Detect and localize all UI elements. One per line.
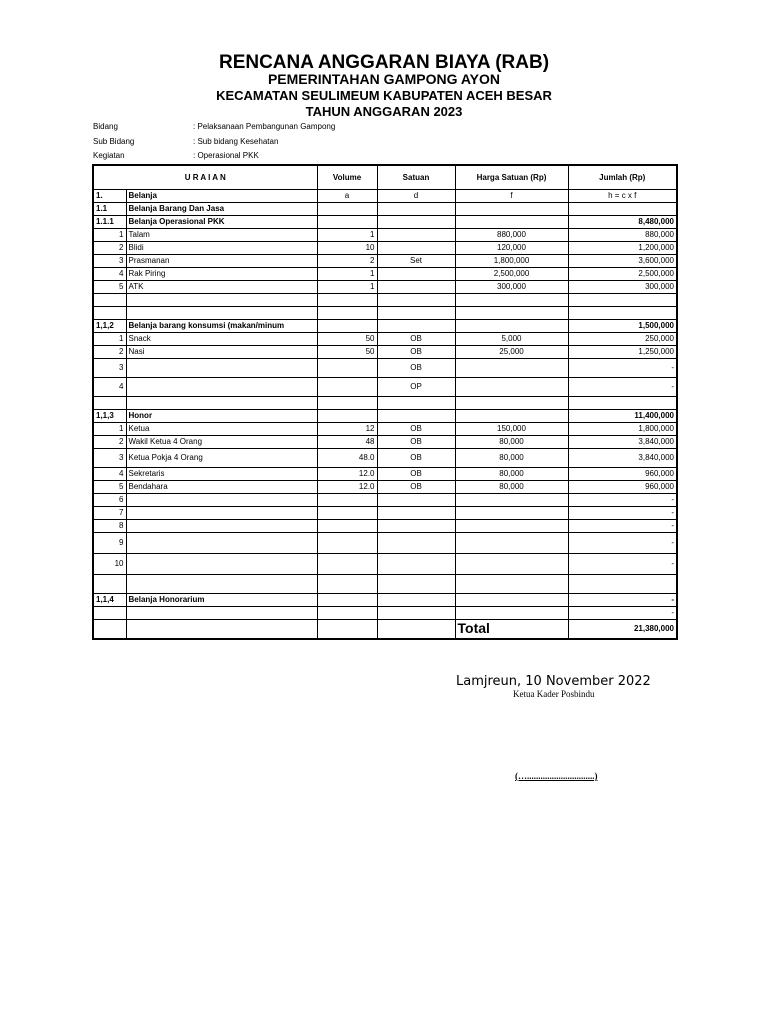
cell-harga-satuan — [455, 553, 568, 574]
table-row — [93, 519, 677, 532]
cell-satuan: OB — [377, 345, 455, 358]
cell-satuan — [377, 493, 455, 506]
table-row — [93, 377, 677, 396]
cell-volume — [317, 553, 377, 574]
total-sat-cell — [377, 619, 455, 639]
signature-name: (…..............................) — [515, 771, 598, 781]
table-row — [93, 574, 677, 593]
header-satuan: Satuan — [377, 165, 455, 189]
cell-description: Belanja Operasional PKK — [126, 215, 317, 228]
cell-volume — [317, 319, 377, 332]
meta-label: Sub Bidang — [93, 137, 135, 146]
meta-label: Kegiatan — [93, 151, 125, 160]
cell-volume: 2 — [317, 254, 377, 267]
cell-no: 1.1.1 — [93, 215, 126, 228]
cell-volume: 1 — [317, 267, 377, 280]
cell-volume — [317, 519, 377, 532]
table-row — [93, 553, 677, 574]
cell-jumlah: 3,840,000 — [568, 448, 677, 467]
cell-satuan — [377, 532, 455, 553]
cell-volume: 50 — [317, 332, 377, 345]
cell-satuan — [377, 202, 455, 215]
cell-jumlah: - — [568, 493, 677, 506]
cell-harga-satuan: 5,000 — [455, 332, 568, 345]
cell-jumlah: 880,000 — [568, 228, 677, 241]
cell-no: 1.1 — [93, 202, 126, 215]
fiscal-year: TAHUN ANGGARAN 2023 — [305, 104, 463, 119]
cell-volume — [317, 493, 377, 506]
cell-no: 7 — [93, 506, 126, 519]
cell-harga-satuan: 880,000 — [455, 228, 568, 241]
cell-no: 5 — [93, 480, 126, 493]
cell-harga-satuan: 25,000 — [455, 345, 568, 358]
cell-volume — [317, 215, 377, 228]
cell-satuan: Set — [377, 254, 455, 267]
meta-label: Bidang — [93, 122, 118, 131]
total-no-cell — [93, 619, 126, 639]
header-harga-satuan: Harga Satuan (Rp) — [455, 165, 568, 189]
table-row — [93, 593, 677, 606]
meta-value: : Sub bidang Kesehatan — [193, 137, 279, 146]
cell-no: 4 — [93, 467, 126, 480]
cell-description: Bendahara — [126, 480, 317, 493]
cell-no: 1 — [93, 228, 126, 241]
cell-volume — [317, 593, 377, 606]
table-row — [93, 280, 677, 293]
cell-volume — [317, 396, 377, 409]
cell-description: Belanja Barang Dan Jasa — [126, 202, 317, 215]
cell-description: Blidi — [126, 241, 317, 254]
cell-jumlah — [568, 293, 677, 306]
cell-description — [126, 532, 317, 553]
table-row — [93, 422, 677, 435]
cell-description — [126, 493, 317, 506]
cell-no: 4 — [93, 377, 126, 396]
cell-jumlah: 1,800,000 — [568, 422, 677, 435]
table-row — [93, 435, 677, 448]
cell-no: 3 — [93, 448, 126, 467]
cell-volume — [317, 409, 377, 422]
cell-no — [93, 606, 126, 619]
cell-jumlah — [568, 574, 677, 593]
cell-description: Ketua — [126, 422, 317, 435]
cell-harga-satuan: 80,000 — [455, 467, 568, 480]
cell-jumlah: 11,400,000 — [568, 409, 677, 422]
cell-satuan — [377, 241, 455, 254]
cell-description — [126, 519, 317, 532]
cell-harga-satuan — [455, 396, 568, 409]
total-value: 21,380,000 — [568, 619, 677, 639]
table-row — [93, 606, 677, 619]
cell-no: 1,1,2 — [93, 319, 126, 332]
cell-description — [126, 306, 317, 319]
cell-satuan — [377, 228, 455, 241]
cell-volume — [317, 293, 377, 306]
cell-jumlah: 1,200,000 — [568, 241, 677, 254]
cell-harga-satuan — [455, 493, 568, 506]
cell-volume: 48.0 — [317, 448, 377, 467]
meta-value: : Pelaksanaan Pembangunan Gampong — [193, 122, 336, 131]
cell-satuan — [377, 409, 455, 422]
cell-satuan: OB — [377, 480, 455, 493]
cell-harga-satuan: 1,800,000 — [455, 254, 568, 267]
cell-harga-satuan — [455, 409, 568, 422]
cell-satuan — [377, 306, 455, 319]
cell-no: 2 — [93, 435, 126, 448]
cell-no: 10 — [93, 553, 126, 574]
district-name: KECAMATAN SEULIMEUM KABUPATEN ACEH BESAR — [216, 88, 552, 103]
table-row — [93, 241, 677, 254]
cell-description — [126, 553, 317, 574]
cell-description: Honor — [126, 409, 317, 422]
cell-no: 1,1,3 — [93, 409, 126, 422]
cell-satuan — [377, 506, 455, 519]
cell-jumlah: 300,000 — [568, 280, 677, 293]
table-row — [93, 448, 677, 467]
cell-no: 8 — [93, 519, 126, 532]
cell-harga-satuan — [455, 215, 568, 228]
cell-no — [93, 574, 126, 593]
cell-harga-satuan: 80,000 — [455, 435, 568, 448]
cell-description: Belanja barang konsumsi (makan/minum — [126, 319, 317, 332]
table-row — [93, 409, 677, 422]
cell-harga-satuan — [455, 319, 568, 332]
cell-no: 9 — [93, 532, 126, 553]
cell-harga-satuan: 80,000 — [455, 480, 568, 493]
table-row — [93, 480, 677, 493]
cell-jumlah: 960,000 — [568, 467, 677, 480]
meta-value: : Operasional PKK — [193, 151, 259, 160]
cell-volume: 12.0 — [317, 480, 377, 493]
cell-description: Nasi — [126, 345, 317, 358]
cell-satuan — [377, 593, 455, 606]
cell-jumlah: 250,000 — [568, 332, 677, 345]
cell-jumlah — [568, 202, 677, 215]
cell-no: 2 — [93, 345, 126, 358]
cell-jumlah — [568, 306, 677, 319]
cell-no: 3 — [93, 358, 126, 377]
cell-satuan — [377, 319, 455, 332]
cell-no: 3 — [93, 254, 126, 267]
cell-harga-satuan: 150,000 — [455, 422, 568, 435]
total-label: Total — [455, 619, 568, 639]
cell-description: Wakil Ketua 4 Orang — [126, 435, 317, 448]
cell-no — [93, 396, 126, 409]
cell-volume: 50 — [317, 345, 377, 358]
cell-satuan — [377, 396, 455, 409]
cell-harga-satuan — [455, 377, 568, 396]
cell-satuan: OB — [377, 332, 455, 345]
cell-satuan: OB — [377, 422, 455, 435]
cell-jumlah: 3,600,000 — [568, 254, 677, 267]
cell-no — [93, 306, 126, 319]
cell-no: 1. — [93, 189, 126, 202]
cell-jumlah: h = c x f — [568, 189, 677, 202]
table-row — [93, 358, 677, 377]
cell-satuan — [377, 519, 455, 532]
header-uraian: U R A I A N — [93, 165, 317, 189]
cell-volume: 10 — [317, 241, 377, 254]
cell-volume: a — [317, 189, 377, 202]
table-row — [93, 306, 677, 319]
signature-role: Ketua Kader Posbindu — [513, 689, 595, 699]
cell-harga-satuan: 2,500,000 — [455, 267, 568, 280]
cell-satuan: OB — [377, 358, 455, 377]
cell-harga-satuan — [455, 606, 568, 619]
cell-jumlah: - — [568, 506, 677, 519]
cell-volume — [317, 506, 377, 519]
cell-description — [126, 293, 317, 306]
cell-harga-satuan — [455, 506, 568, 519]
cell-description — [126, 396, 317, 409]
cell-harga-satuan — [455, 306, 568, 319]
document-title: RENCANA ANGGARAN BIAYA (RAB) — [218, 52, 550, 73]
cell-harga-satuan: 300,000 — [455, 280, 568, 293]
cell-jumlah: - — [568, 358, 677, 377]
cell-volume: 1 — [317, 280, 377, 293]
cell-no: 6 — [93, 493, 126, 506]
total-row — [93, 619, 677, 639]
table-row — [93, 215, 677, 228]
cell-harga-satuan — [455, 532, 568, 553]
cell-harga-satuan — [455, 358, 568, 377]
header-jumlah: Jumlah (Rp) — [568, 165, 677, 189]
total-desc-cell — [126, 619, 317, 639]
cell-satuan — [377, 293, 455, 306]
cell-description — [126, 574, 317, 593]
cell-satuan: d — [377, 189, 455, 202]
cell-jumlah: - — [568, 606, 677, 619]
table-row — [93, 189, 677, 202]
cell-description: Talam — [126, 228, 317, 241]
cell-satuan — [377, 606, 455, 619]
cell-no: 1 — [93, 332, 126, 345]
budget-table — [92, 164, 678, 640]
table-header-row — [93, 165, 677, 189]
cell-harga-satuan: 80,000 — [455, 448, 568, 467]
cell-satuan — [377, 280, 455, 293]
cell-jumlah: - — [568, 593, 677, 606]
cell-satuan — [377, 267, 455, 280]
cell-volume: 12 — [317, 422, 377, 435]
cell-satuan: OP — [377, 377, 455, 396]
cell-volume — [317, 606, 377, 619]
cell-harga-satuan — [455, 593, 568, 606]
cell-description: Rak Piring — [126, 267, 317, 280]
cell-description: Sekretaris — [126, 467, 317, 480]
cell-satuan: OB — [377, 448, 455, 467]
cell-jumlah — [568, 396, 677, 409]
cell-jumlah: 2,500,000 — [568, 267, 677, 280]
cell-jumlah: 8,480,000 — [568, 215, 677, 228]
cell-jumlah: 1,250,000 — [568, 345, 677, 358]
cell-description: Prasmanan — [126, 254, 317, 267]
cell-volume — [317, 377, 377, 396]
cell-satuan: OB — [377, 467, 455, 480]
cell-volume — [317, 358, 377, 377]
table-row — [93, 202, 677, 215]
cell-description — [126, 506, 317, 519]
table-row — [93, 467, 677, 480]
cell-description — [126, 606, 317, 619]
cell-volume — [317, 306, 377, 319]
cell-no: 1,1,4 — [93, 593, 126, 606]
cell-description — [126, 358, 317, 377]
table-row — [93, 506, 677, 519]
table-row — [93, 267, 677, 280]
cell-description — [126, 377, 317, 396]
cell-jumlah: - — [568, 532, 677, 553]
cell-volume: 48 — [317, 435, 377, 448]
table-row — [93, 293, 677, 306]
cell-description: Snack — [126, 332, 317, 345]
cell-satuan — [377, 574, 455, 593]
cell-description: Ketua Pokja 4 Orang — [126, 448, 317, 467]
cell-jumlah: - — [568, 377, 677, 396]
cell-jumlah: - — [568, 519, 677, 532]
cell-harga-satuan — [455, 574, 568, 593]
cell-volume — [317, 532, 377, 553]
cell-volume: 1 — [317, 228, 377, 241]
cell-description: ATK — [126, 280, 317, 293]
table-row — [93, 332, 677, 345]
cell-jumlah: 1,500,000 — [568, 319, 677, 332]
table-row — [93, 493, 677, 506]
cell-jumlah: 960,000 — [568, 480, 677, 493]
table-row — [93, 345, 677, 358]
cell-volume — [317, 574, 377, 593]
cell-harga-satuan: f — [455, 189, 568, 202]
cell-satuan: OB — [377, 435, 455, 448]
cell-no: 1 — [93, 422, 126, 435]
header-volume: Volume — [317, 165, 377, 189]
table-row — [93, 254, 677, 267]
cell-harga-satuan — [455, 202, 568, 215]
total-vol-cell — [317, 619, 377, 639]
government-name: PEMERINTAHAN GAMPONG AYON — [267, 71, 501, 87]
cell-no — [93, 293, 126, 306]
table-row — [93, 532, 677, 553]
cell-harga-satuan — [455, 293, 568, 306]
cell-no: 4 — [93, 267, 126, 280]
cell-harga-satuan — [455, 519, 568, 532]
cell-jumlah: - — [568, 553, 677, 574]
table-row — [93, 319, 677, 332]
table-row — [93, 396, 677, 409]
cell-volume — [317, 202, 377, 215]
cell-description: Belanja — [126, 189, 317, 202]
cell-satuan — [377, 553, 455, 574]
cell-satuan — [377, 215, 455, 228]
cell-harga-satuan: 120,000 — [455, 241, 568, 254]
cell-no: 2 — [93, 241, 126, 254]
signature-place-date: Lamjreun, 10 November 2022 — [456, 674, 651, 689]
cell-volume: 12.0 — [317, 467, 377, 480]
cell-jumlah: 3,840,000 — [568, 435, 677, 448]
cell-no: 5 — [93, 280, 126, 293]
table-row — [93, 228, 677, 241]
cell-description: Belanja Honorarium — [126, 593, 317, 606]
